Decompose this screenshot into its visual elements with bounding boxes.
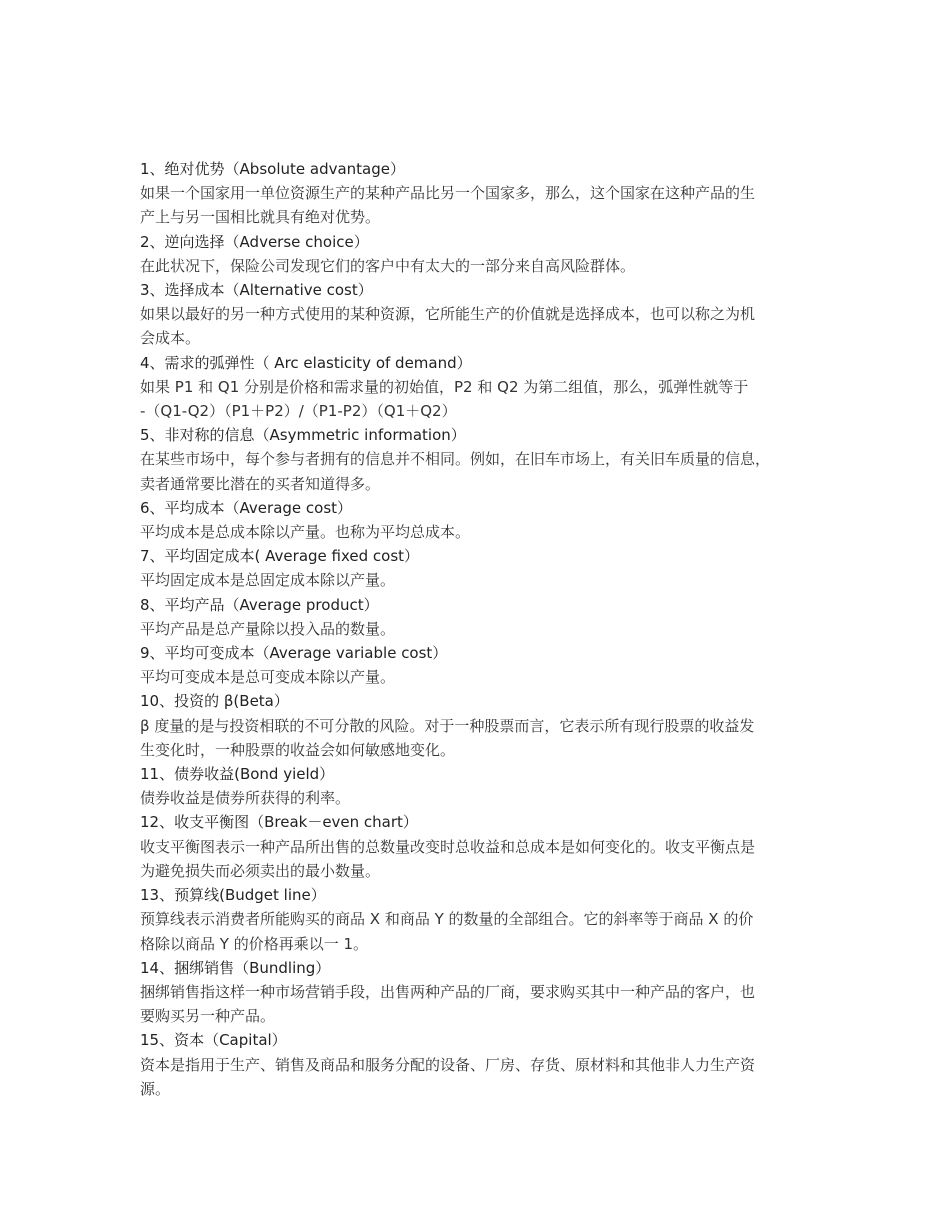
definition-text: 如果一个国家用一单位资源生产的某种产品比另一个国家多，那么，这个国家在这种产品的生 (140, 184, 756, 203)
definition-text: 捆绑销售指这样一种市场营销手段，出售两种产品的厂商，要求购买其中一种产品的客户，也 (140, 982, 756, 1001)
definition-text: 资本是指用于生产、销售及商品和服务分配的设备、厂房、存货、原材料和其他非人力生产资 (140, 1055, 756, 1074)
definition-text: 债券收益是债券所获得的利率。 (140, 789, 351, 808)
definition-text: β 度量的是与投资相联的不可分散的风险。对于一种股票而言，它表示所有现行股票的收益发 (140, 716, 755, 735)
definition-text: 生变化时，一种股票的收益会如何敏感地变化。 (140, 740, 456, 759)
definition-text: 产上与另一国相比就具有绝对优势。 (140, 208, 381, 227)
definition-text: 平均固定成本是总固定成本除以产量。 (140, 571, 396, 590)
definition-text: 卖者通常要比潜在的买者知道得多。 (140, 474, 381, 493)
definition-text: 预算线表示消费者所能购买的商品 X 和商品 Y 的数量的全部组合。它的斜率等于商品 X 的价 (140, 910, 754, 929)
definition-text: 为避免损失而必须卖出的最小数量。 (140, 861, 381, 880)
term-heading: 10、投资的 β(Beta） (140, 692, 289, 711)
definition-text: 平均可变成本是总可变成本除以产量。 (140, 668, 396, 687)
term-heading: 15、资本（Capital） (140, 1031, 287, 1050)
term-heading: 14、捆绑销售（Bundling） (140, 958, 331, 977)
term-heading: 12、收支平衡图（Break－even chart） (140, 813, 418, 832)
definition-text: 平均产品是总产量除以投入品的数量。 (140, 619, 396, 638)
definition-text: 收支平衡图表示一种产品所出售的总数量改变时总收益和总成本是如何变化的。收支平衡点是 (140, 837, 756, 856)
term-heading: 11、债券收益(Bond yield） (140, 765, 335, 784)
definition-text: 格除以商品 Y 的价格再乘以一 1。 (140, 934, 369, 953)
term-heading: 1、绝对优势（Absolute advantage） (140, 160, 405, 178)
term-heading: 13、预算线(Budget line） (140, 886, 326, 905)
term-heading: 2、逆向选择（Adverse choice） (140, 232, 369, 251)
definition-text: 会成本。 (140, 329, 201, 348)
term-heading: 3、选择成本（Alternative cost） (140, 281, 373, 300)
term-heading: 6、平均成本（Average cost） (140, 498, 353, 517)
definition-text: 在此状况下，保险公司发现它们的客户中有太大的一部分来自高风险群体。 (140, 256, 636, 275)
term-heading: 5、非对称的信息（Asymmetric information） (140, 426, 466, 445)
formula-text: -（Q1-Q2）（P1＋P2）/（P1-P2）（Q1＋Q2） (140, 402, 457, 421)
term-heading: 8、平均产品（Average product） (140, 595, 379, 614)
definition-text: 如果以最好的另一种方式使用的某种资源，它所能生产的价值就是选择成本，也可以称之为机 (140, 305, 756, 324)
definition-text: 如果 P1 和 Q1 分别是价格和需求量的初始值，P2 和 Q2 为第二组值，那么，弧弹性就等于 (140, 377, 749, 396)
definition-text: 要购买另一种产品。 (140, 1007, 276, 1026)
definition-text: 源。 (140, 1079, 171, 1098)
document-page (140, 157, 820, 1101)
definition-text: 在某些市场中，每个参与者拥有的信息并不相同。例如，在旧车市场上，有关旧车质量的信息， (140, 450, 771, 469)
term-heading: 9、平均可变成本（Average variable cost） (140, 644, 448, 663)
term-heading: 4、需求的弧弹性（ Arc elasticity of demand） (140, 353, 472, 372)
term-heading: 7、平均固定成本( Average fixed cost） (140, 547, 420, 566)
definition-text: 平均成本是总成本除以产量。也称为平均总成本。 (140, 523, 471, 542)
